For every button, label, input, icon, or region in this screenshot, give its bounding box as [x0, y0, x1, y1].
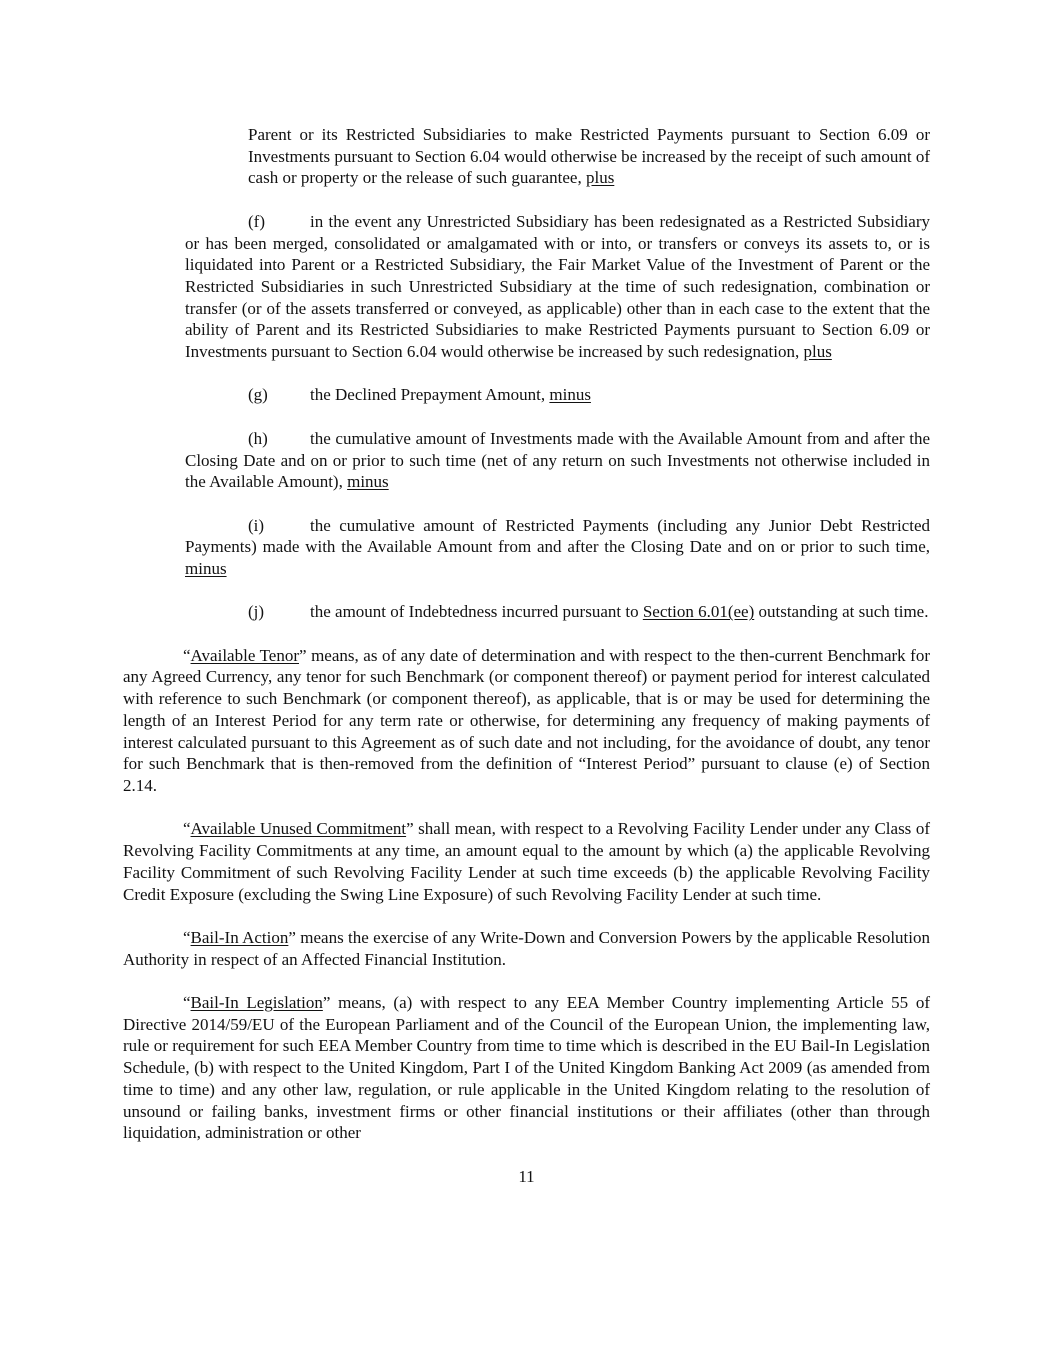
text-run: “ [183, 927, 191, 947]
clause-i [185, 515, 930, 580]
underlined-term: plus [803, 342, 832, 362]
underlined-term: minus [549, 385, 591, 405]
text-run: the Declined Prepayment Amount, [310, 385, 550, 405]
clause-label: (h) [248, 428, 268, 448]
definition-bail-in-action [123, 927, 930, 970]
definition-available-tenor [123, 645, 930, 797]
clause-label: (j) [248, 602, 265, 622]
text-run: Parent or its Restricted Subsidiaries to make Restricted Payments pursuant to Section 6.09 or Investments pursuant to Section 6.04 would otherwise be increased by the receipt of such amount of cash or property or the release of such guarantee, [248, 125, 930, 188]
text-run: the cumulative amount of Restricted Payments (including any Junior Debt Restricted Payments) made with the Available Amount from and after the Closing Date and on or prior to such time, [185, 515, 930, 557]
underlined-term: minus [347, 472, 389, 492]
clause-f [185, 211, 930, 363]
underlined-term: Available Tenor [190, 645, 299, 665]
text-run: “ [183, 819, 191, 839]
underlined-term: Available Unused Commitment [190, 819, 407, 839]
underlined-term: Bail-In Legislation [190, 992, 323, 1012]
clause-j [185, 601, 930, 623]
clause-label: (g) [248, 385, 268, 405]
clause-label: (f) [248, 211, 265, 231]
text-run: outstanding at such time. [754, 602, 929, 622]
underlined-term: Section 6.01(ee) [642, 602, 755, 622]
clause-label: (i) [248, 515, 265, 535]
text-run: in the event any Unrestricted Subsidiary has been redesignated as a Restricted Subsidiary or has been merged, consolidated or amalgamated with or into, or transfers or conveys its assets to, or is liquidated into Parent or a Restricted Subsidiary, the Fair Market Value of the Investment of Parent or the Restricted Subsidiaries in such Unrestricted Subsidiary at the time of such redesignation, combination or transfer (or of the assets transferred or conveyed, as applicable) other than in each case to the extent that the ability of Parent and its Restricted Subsidiaries to make Restricted Payments pursuant to Section 6.09 or Investments pursuant to Section 6.04 would otherwise be increased by such redesignation, [185, 211, 930, 362]
underlined-term: plus [585, 168, 615, 188]
text-run: “ [183, 992, 191, 1012]
clause-h [185, 428, 930, 493]
page-number: 11 [518, 1166, 535, 1186]
definition-available-unused-commitment [123, 818, 930, 905]
clause-g [185, 384, 930, 406]
text-run: the amount of Indebtedness incurred pursuant to [310, 602, 643, 622]
text-run: ” means, as of any date of determination and with respect to the then-current Benchmark for any Agreed Currency, any tenor for such Benchmark (or component thereof) or payment period for interest calculated with reference to such Benchmark (or component thereof), as applicable, that is or may be used for determining the length of an Interest Period for any term rate or otherwise, for determining any frequency of making payments of interest calculated pursuant to this Agreement as of such date and not including, for the avoidance of doubt, any tenor for such Benchmark that is then-removed from the definition of “Interest Period” pursuant to clause (e) of Section 2.14. [123, 645, 931, 795]
definition-bail-in-legislation [123, 992, 930, 1144]
underlined-term: minus [185, 559, 227, 578]
clause-continuation [248, 124, 930, 189]
text-run: ” means the exercise of any Write-Down and Conversion Powers by the applicable Resolution Authority in respect of an Affected Financial Institution. [123, 927, 930, 969]
underlined-term: Bail-In Action [190, 927, 289, 947]
text-run: the cumulative amount of Investments made with the Available Amount from and after the Closing Date and on or prior to such time (net of any return on such Investments not otherwise included in the Available Amount), [185, 428, 930, 492]
text-run: “ [183, 645, 191, 665]
text-run: ” shall mean, with respect to a Revolving Facility Lender under any Class of Revolving Facility Commitments at any time, an amount equal to the amount by which (a) the applicable Revolving Facility Commitment of such Revolving Facility Lender at such time exceeds (b) the applicable Revolving Facility Credit Exposure (excluding the Swing Line Exposure) of such Revolving Facility Lender at such time. [123, 819, 930, 904]
text-run: ” means, (a) with respect to any EEA Member Country implementing Article 55 of Directive 2014/59/EU of the European Parliament and of the Council of the European Union, the implementing law, rule or requirement for such EEA Member Country from time to time which is described in the EU Bail-In Legislation Schedule, (b) with respect to the United Kingdom, Part I of the United Kingdom Banking Act 2009 (as amended from time to time) and any other law, regulation, or rule applicable in the United Kingdom relating to the resolution of unsound or failing banks, investment firms or other financial institutions or their affiliates (other than through liquidation, administration or other [123, 992, 930, 1143]
